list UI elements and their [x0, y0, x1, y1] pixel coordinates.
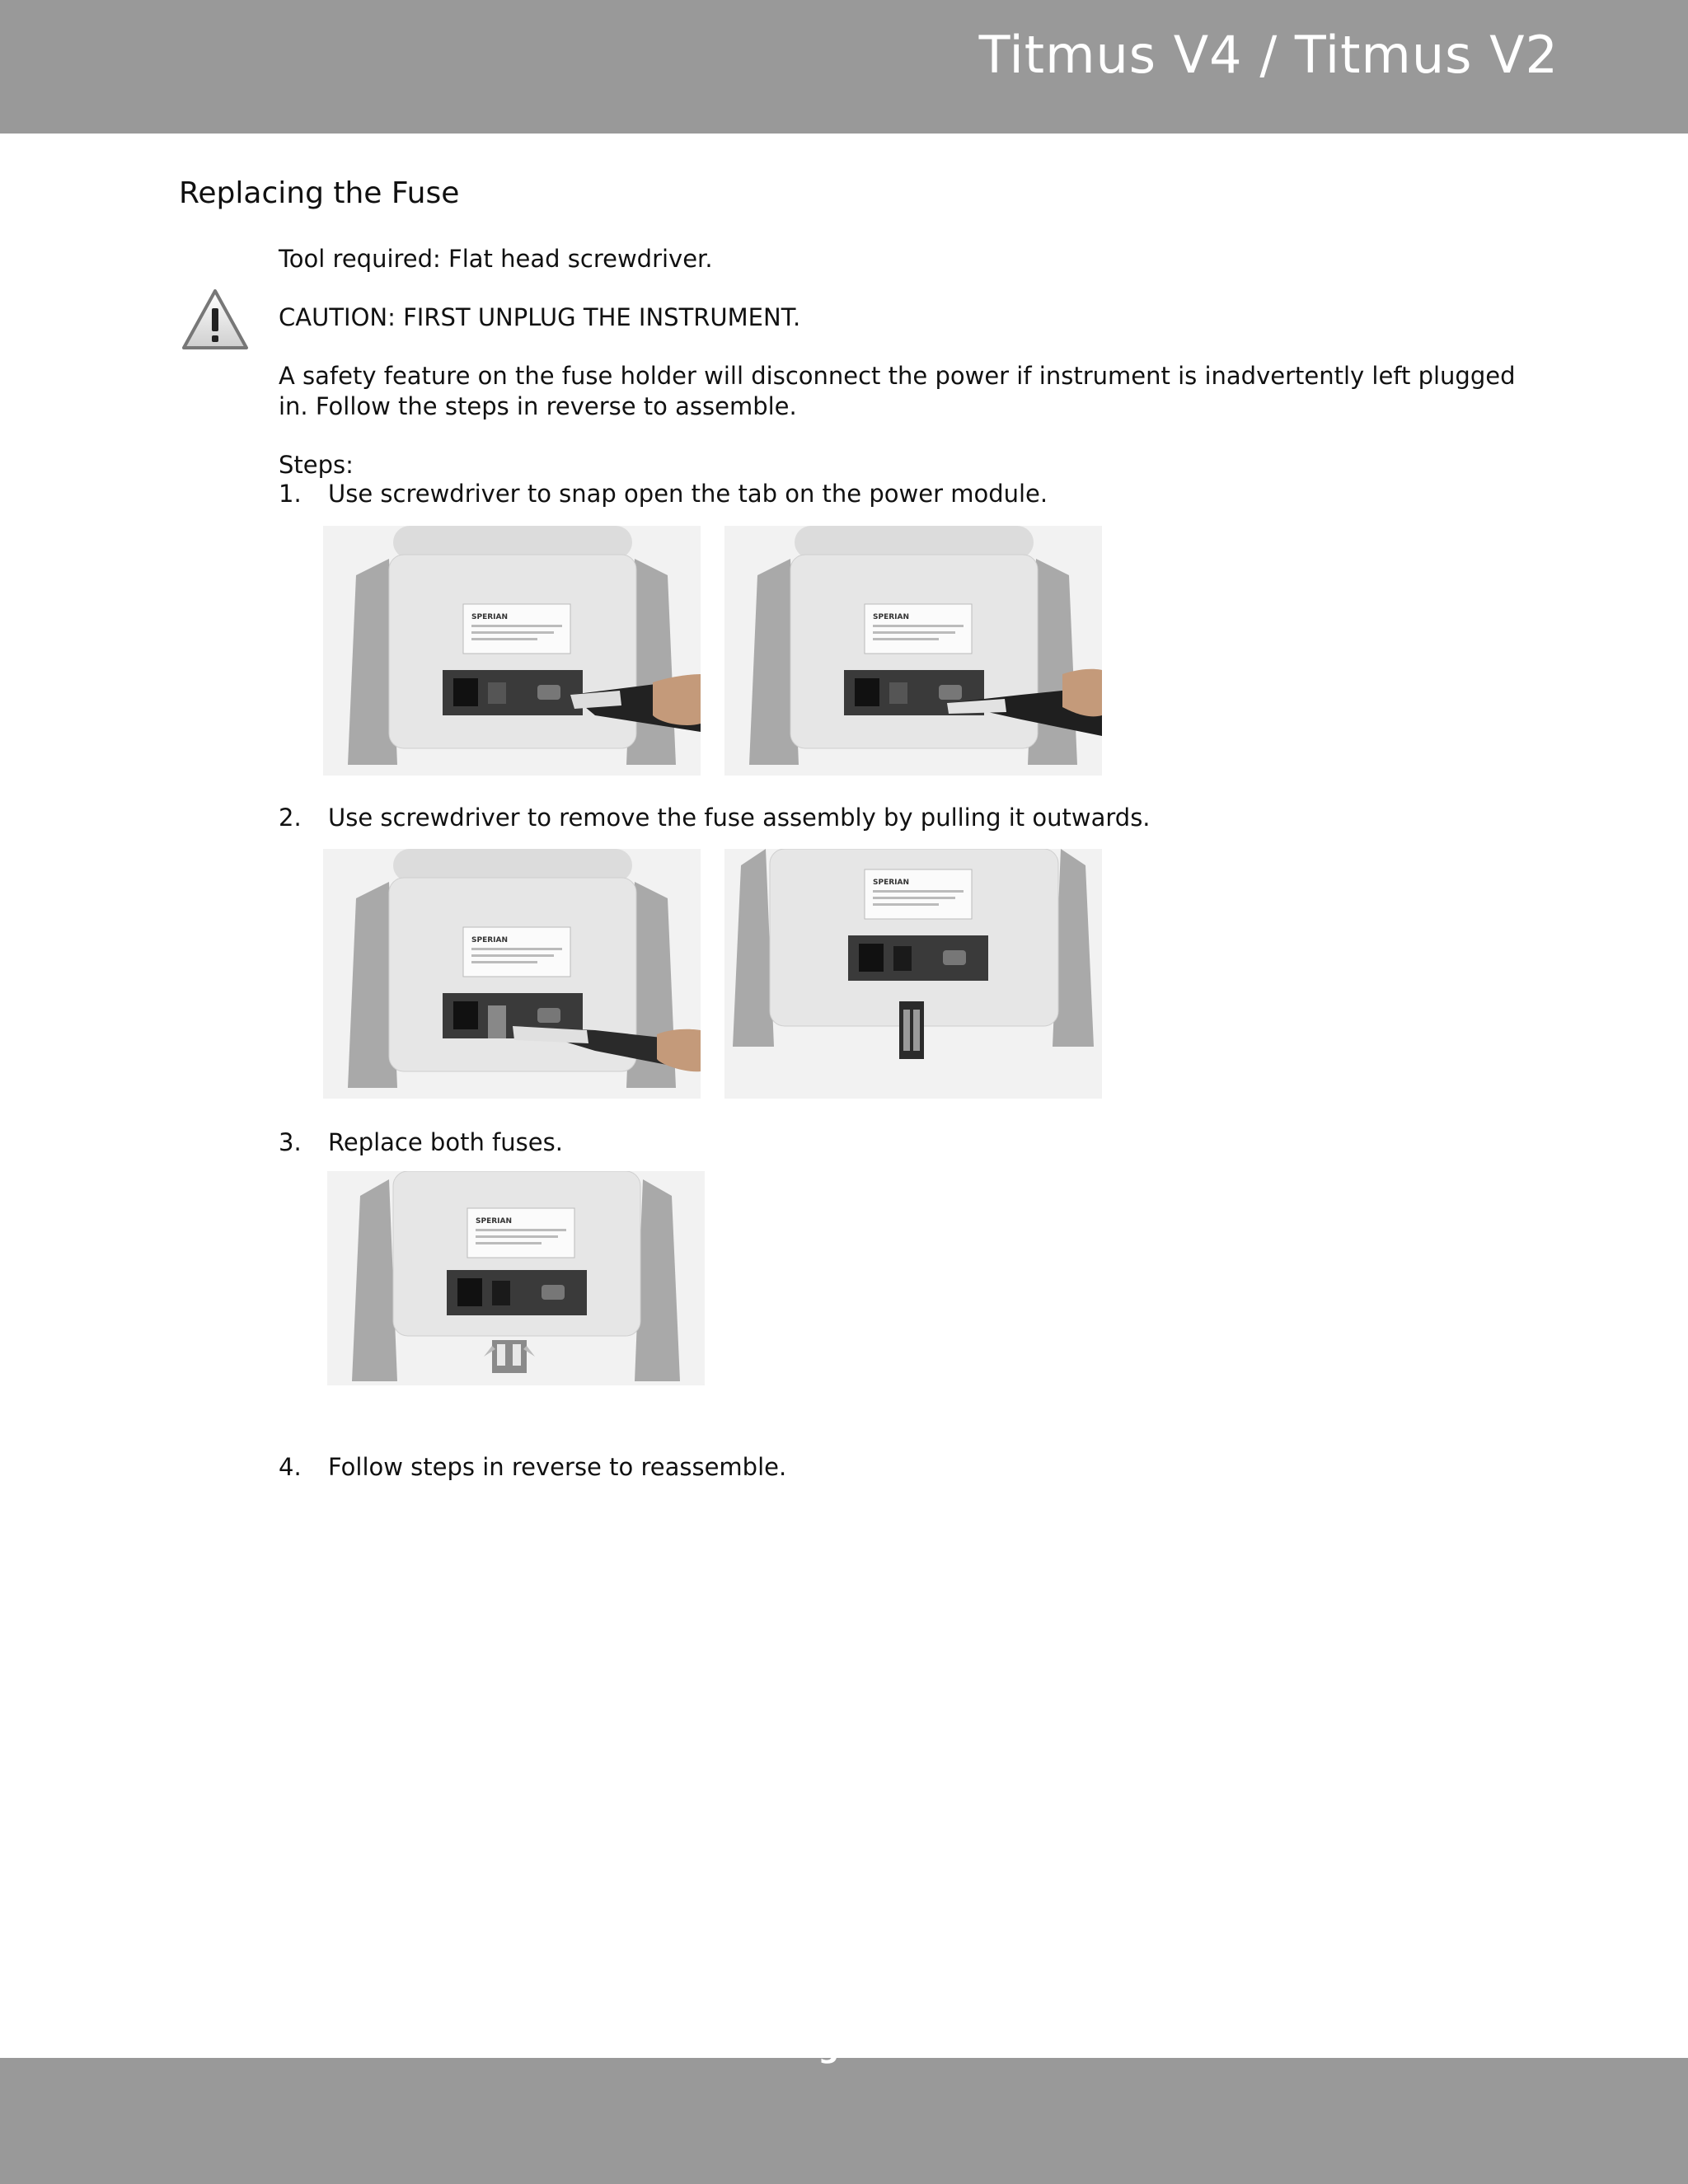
step2-photo-pull-fuse	[323, 849, 701, 1099]
step-number: 1.	[279, 480, 302, 508]
section-title: Replacing the Fuse	[179, 176, 460, 210]
step1-photo-open-tab	[323, 526, 701, 776]
step1-photo-screwdriver	[724, 526, 1102, 776]
page-footer	[0, 2031, 1688, 2184]
page-number: Page 20	[776, 2031, 912, 2064]
label-brand: SPERIAN	[873, 879, 910, 887]
step2-photo-fuse-removed	[724, 849, 1102, 1099]
step-text: Follow steps in reverse to reassemble.	[328, 1453, 787, 1481]
safety-note-text: A safety feature on the fuse holder will disconnect the power if instrument is inadvertently left plugged in. Follow the steps in reverse to assemble.	[279, 362, 1516, 420]
step-number: 2.	[279, 804, 302, 832]
label-brand: SPERIAN	[873, 613, 910, 621]
label-brand: SPERIAN	[476, 1217, 513, 1226]
step-text: Use screwdriver to snap open the tab on the power module.	[328, 480, 1048, 508]
page-header	[0, 0, 1688, 134]
steps-label: Steps:	[279, 451, 354, 479]
step-number: 4.	[279, 1453, 302, 1481]
step-text: Replace both fuses.	[328, 1128, 563, 1156]
label-brand: SPERIAN	[471, 613, 509, 621]
step-number: 3.	[279, 1128, 302, 1156]
tool-required-text: Tool required: Flat head screwdriver.	[279, 245, 713, 273]
warning-triangle-icon	[181, 288, 249, 351]
caution-text: CAUTION: FIRST UNPLUG THE INSTRUMENT.	[279, 303, 801, 331]
label-brand: SPERIAN	[471, 936, 509, 944]
document-title: Titmus V4 / Titmus V2	[978, 25, 1559, 85]
step-text: Use screwdriver to remove the fuse assembly by pulling it outwards.	[328, 804, 1151, 832]
step3-photo-replace-fuses	[327, 1171, 705, 1385]
